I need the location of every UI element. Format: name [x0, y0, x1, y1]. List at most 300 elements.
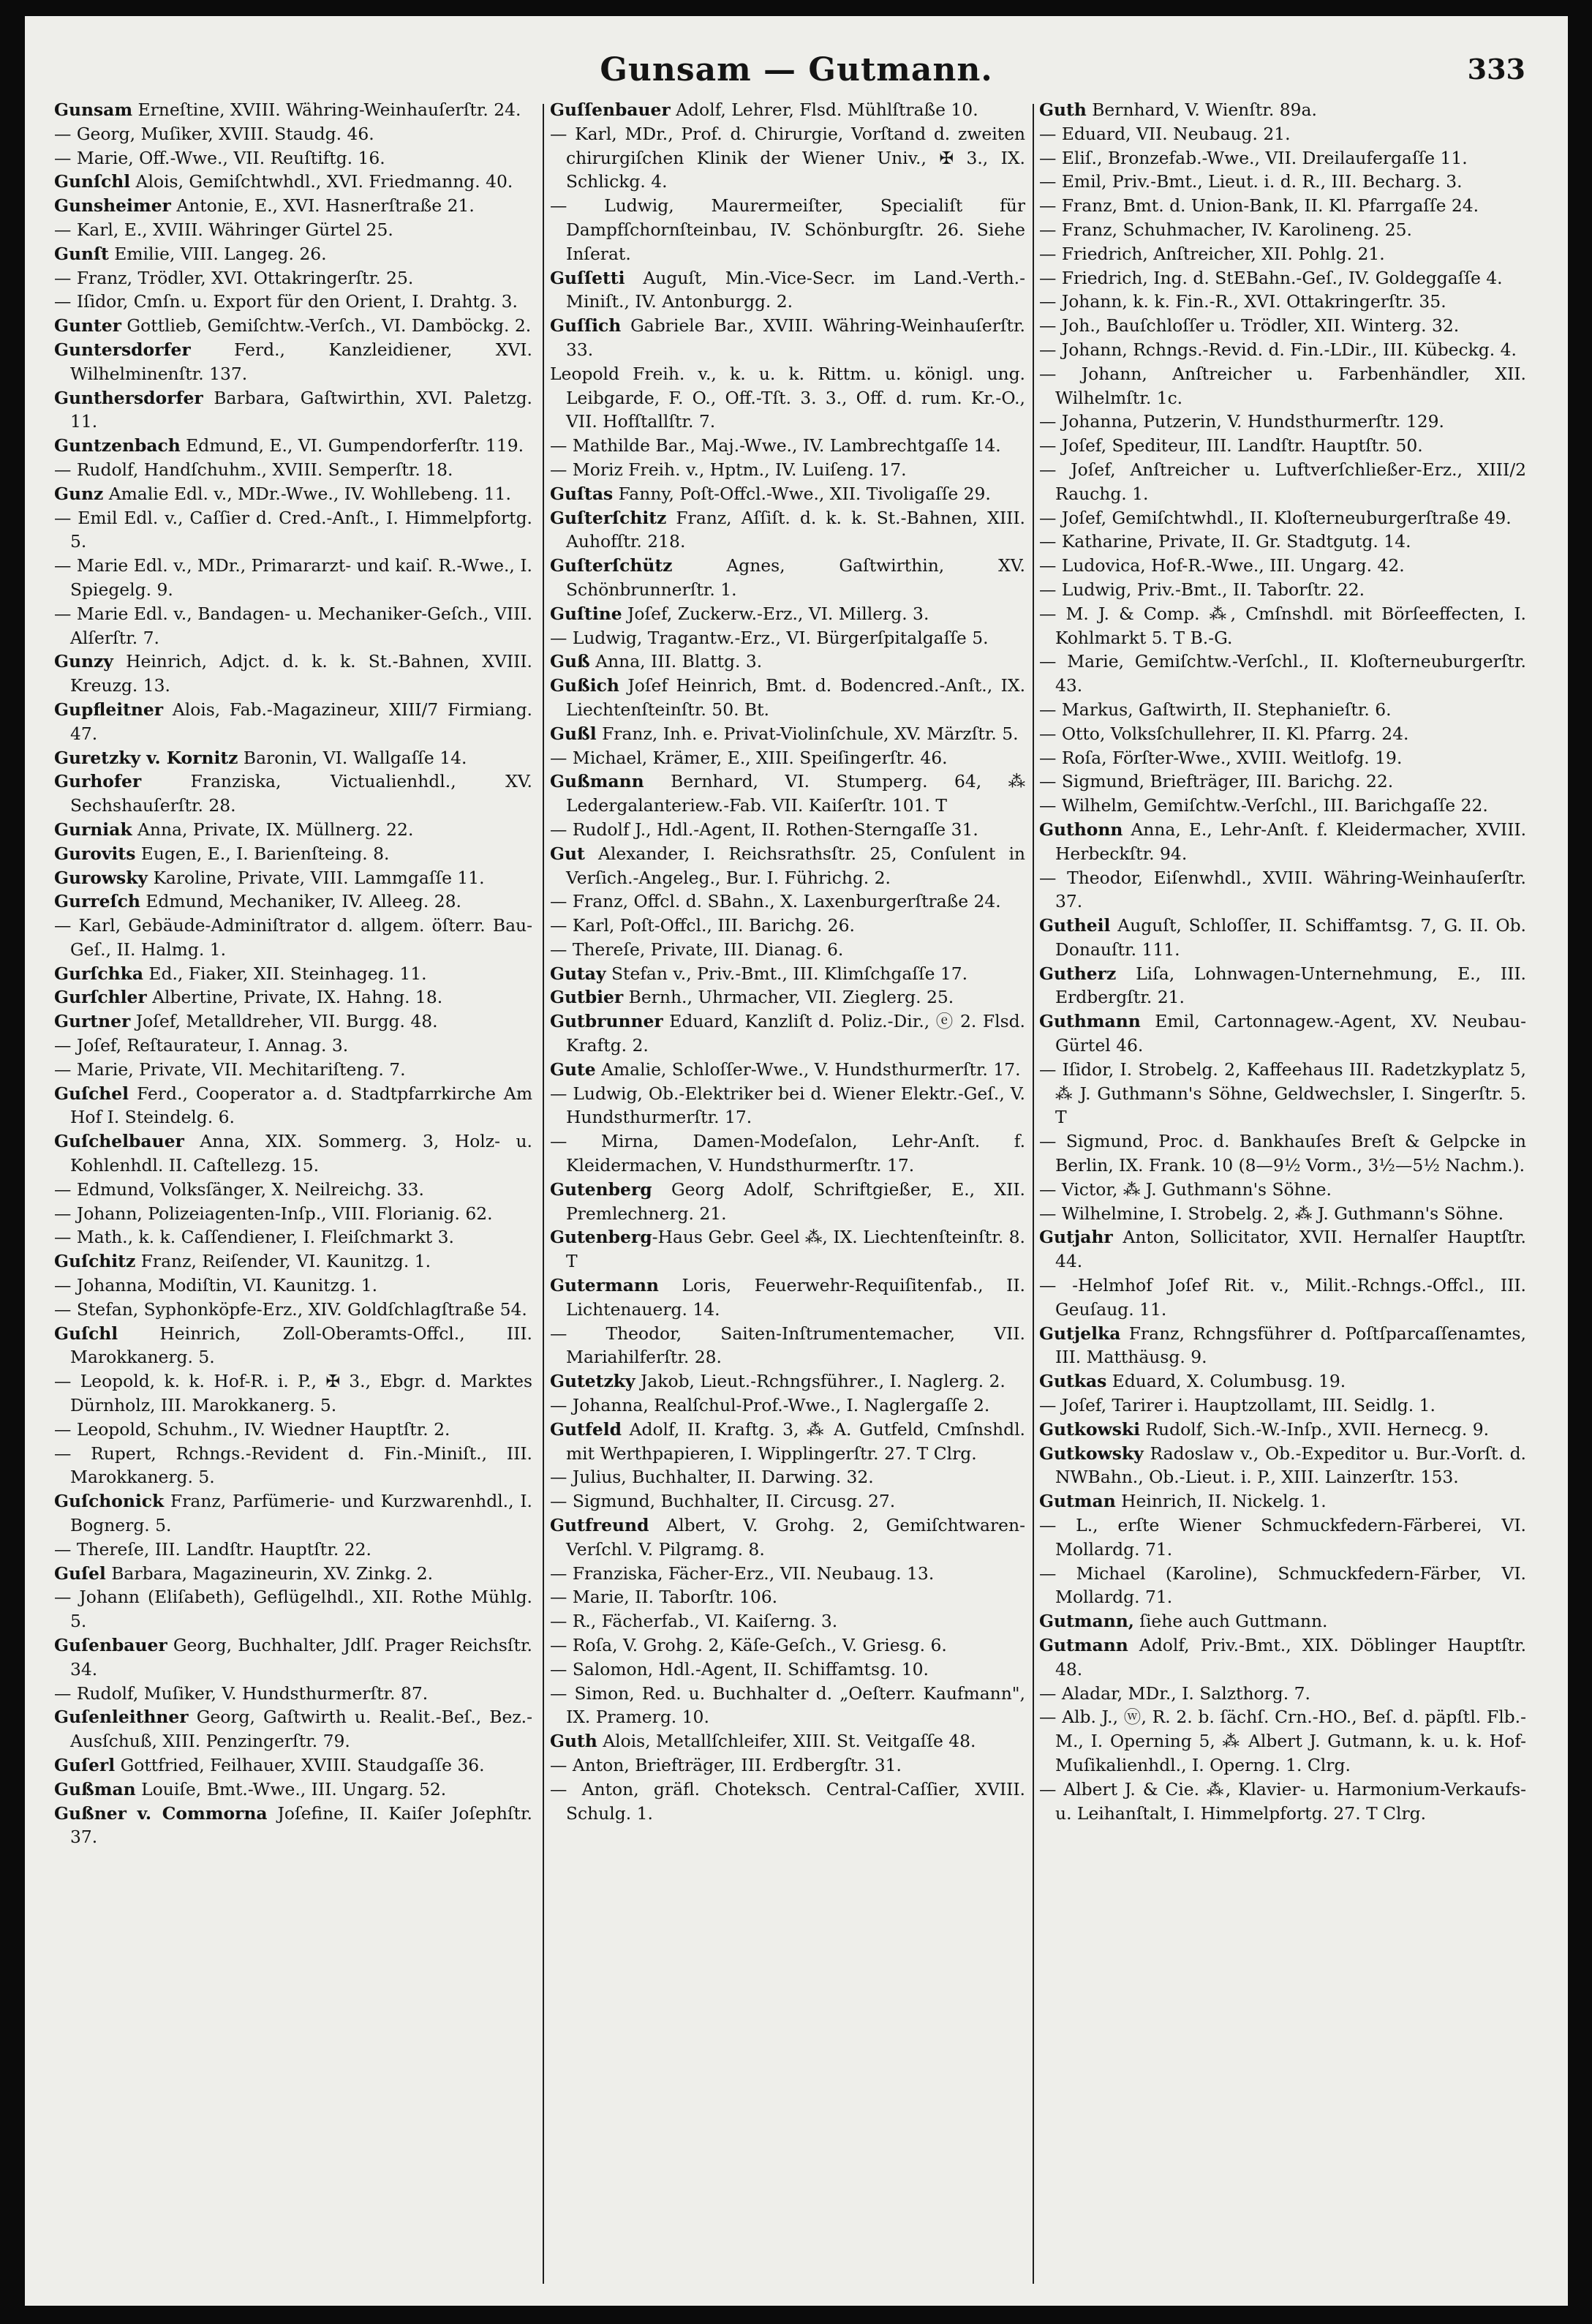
entry-details: Franz, Aſſiſt. d. k. k. St.-Bahnen, XIII. Auhofſtr. 218.: [566, 507, 1025, 552]
directory-entry: [54, 746, 532, 770]
directory-entry: [1039, 170, 1526, 194]
entry-details: — Franz, Schuhmacher, IV. Karolineng. 25.: [1039, 219, 1412, 240]
directory-entry: [54, 1585, 532, 1633]
entry-details: — Joh., Bauſchloſſer u. Trödler, XII. Winterg. 32.: [1039, 315, 1460, 336]
entry-details: Rudolf, Sich.-W.-Inſp., XVII. Hernecg. 9.: [1140, 1418, 1490, 1440]
entry-surname: Gutmann,: [1039, 1611, 1134, 1632]
directory-entry: [54, 985, 532, 1009]
entry-details: — -Helmhof Joſef Rit. v., Milit.-Rchngs.-Offcl., III. Geuſaug. 11.: [1039, 1275, 1526, 1320]
entry-surname: Guſterſchütz: [550, 555, 673, 576]
entry-details: Louiſe, Bmt.-Wwe., III. Ungarg. 52.: [135, 1778, 447, 1800]
directory-entry: [54, 1178, 532, 1202]
entry-surname: Gurtner: [54, 1011, 131, 1032]
directory-entry: [1039, 506, 1526, 530]
entry-details: Gabriele Bar., XVIII. Währing-Weinhauſerſtr. 33.: [566, 315, 1025, 360]
directory-entry: [550, 602, 1025, 626]
entry-surname: Guſſetti: [550, 267, 625, 288]
directory-entry: [54, 194, 532, 218]
entry-details: Ferd., Kanzleidiener, XVI. Wilhelminenſtr. 137.: [70, 339, 532, 384]
entry-surname: Gutman: [1039, 1491, 1116, 1512]
entry-details: — Roſa, Förſter-Wwe., XVIII. Weitlofg. 19.: [1039, 747, 1403, 768]
entry-details: — Ludwig, Tragantw.-Erz., VI. Bürgerſpitalgaſſe 5.: [550, 627, 989, 648]
directory-entry: [1039, 530, 1526, 554]
entry-surname: Gußich: [550, 675, 619, 696]
directory-entry: [54, 506, 532, 554]
entry-details: — Michael (Karoline), Schmuckfedern-Färber, VI. Mollardg. 71.: [1039, 1563, 1526, 1608]
directory-entry: [550, 1082, 1025, 1130]
entry-surname: Gutermann: [550, 1275, 659, 1296]
directory-entry: [550, 1513, 1025, 1562]
entry-details: Georg, Gaſtwirth u. Realit.-Beſ., Bez.-Ausſchuß, XIII. Penzingerſtr. 79.: [70, 1707, 532, 1752]
entry-surname: Guntzenbach: [54, 435, 181, 456]
directory-entry: [1039, 1705, 1526, 1777]
directory-entry: [54, 266, 532, 290]
directory-entry: [550, 770, 1025, 818]
directory-entry: [550, 626, 1025, 650]
directory-entry: [54, 146, 532, 170]
directory-entry: [550, 98, 1025, 122]
directory-entry: [1039, 698, 1526, 722]
entry-details: Franz, Reiſender, VI. Kaunitzg. 1.: [135, 1251, 431, 1272]
entry-details: — Joſef, Gemiſchtwhdl., II. Kloſterneuburgerſtraße 49.: [1039, 507, 1512, 528]
entry-details: — Michael, Krämer, E., XIII. Speiſingerſtr. 46.: [550, 747, 948, 768]
entry-details: — Johann, k. k. Fin.-R., XVI. Ottakringerſtr. 35.: [1039, 291, 1446, 312]
entry-details: Joſef, Zuckerw.-Erz., VI. Millerg. 3.: [622, 603, 929, 624]
directory-entry: [550, 914, 1025, 938]
entry-details: — Johanna, Putzerin, V. Hundsthurmerſtr. 129.: [1039, 411, 1444, 432]
entry-details: Stefan v., Priv.-Bmt., III. Klimſchgaſſe 17.: [606, 963, 968, 984]
entry-details: — Mirna, Damen-Modeſalon, Lehr-Anſt. f. Kleidermachen, V. Hundsthurmerſtr. 17.: [550, 1131, 1025, 1176]
entry-details: — Joſef, Anſtreicher u. Luftverſchließer-Erz., XIII/2 Rauchg. 1.: [1039, 459, 1526, 504]
directory-entry: [550, 266, 1025, 315]
directory-entry: [54, 1369, 532, 1418]
directory-entry: [1039, 1562, 1526, 1610]
entry-surname: Guſſenbauer: [550, 99, 671, 120]
entry-details: Barbara, Magazineurin, XV. Zinkg. 2.: [105, 1563, 434, 1584]
entry-surname: Gurreſch: [54, 891, 140, 912]
directory-entry: [1039, 650, 1526, 698]
entry-details: — Joſef, Tarirer i. Hauptzollamt, III. Seidlg. 1.: [1039, 1395, 1436, 1416]
directory-entry: [1039, 266, 1526, 290]
running-title: Gunsam — Gutmann.: [600, 51, 993, 89]
entry-surname: Guthmann: [1039, 1011, 1141, 1032]
directory-entry: [1039, 794, 1526, 818]
entry-surname: Gutetzky: [550, 1371, 635, 1392]
directory-entry: [550, 194, 1025, 266]
directory-entry: [54, 770, 532, 818]
directory-entry: [1039, 242, 1526, 266]
directory-entry: [1039, 1489, 1526, 1513]
directory-entry: [550, 1682, 1025, 1730]
entry-details: Adolf, Priv.-Bmt., XIX. Döblinger Hauptſtr. 48.: [1055, 1635, 1526, 1680]
entry-details: — Rupert, Rchngs.-Revident d. Fin.-Miniſt., III. Marokkanerg. 5.: [54, 1443, 532, 1488]
entry-details: Ferd., Cooperator a. d. Stadtpfarrkirche Am Hof I. Steindelg. 6.: [70, 1083, 532, 1128]
entry-details: Karoline, Private, VIII. Lammgaſſe 11.: [148, 867, 485, 888]
entry-surname: Guſſich: [550, 315, 622, 336]
entry-details: Alexander, I. Reichsrathsſtr. 25, Conſulent in Verſich.-Angeleg., Bur. I. Führichg. 2.: [566, 843, 1025, 888]
entry-details: — Theodor, Eiſenwhdl., XVIII. Währing-Weinhauſerſtr. 37.: [1039, 867, 1526, 912]
entry-details: — Ludwig, Priv.-Bmt., II. Taborſtr. 22.: [1039, 579, 1365, 600]
entry-details: Anna, Private, IX. Müllnerg. 22.: [132, 819, 414, 840]
directory-entry: [550, 962, 1025, 986]
directory-entry: [1039, 722, 1526, 746]
entry-surname: Guſterſchitz: [550, 507, 667, 528]
entry-surname: Guntersdorfer: [54, 339, 191, 360]
directory-entry: [1039, 1682, 1526, 1706]
directory-entry: [550, 1322, 1025, 1370]
directory-entry: [54, 482, 532, 506]
directory-entry: [1039, 962, 1526, 1010]
entry-surname: Gunsam: [54, 99, 133, 120]
entry-details: — Leopold, Schuhm., IV. Wiedner Hauptſtr. 2.: [54, 1418, 450, 1440]
directory-entry: [54, 842, 532, 866]
entry-details: Auguſt, Schloſſer, II. Schiffamtsg. 7, G. II. Ob. Donauſtr. 111.: [1055, 915, 1526, 960]
entry-surname: Gutjahr: [1039, 1227, 1113, 1248]
directory-entry: [550, 985, 1025, 1009]
entry-details: — Salomon, Hdl.-Agent, II. Schiffamtsg. 10.: [550, 1658, 929, 1680]
directory-entry: [550, 482, 1025, 506]
directory-entry: [550, 554, 1025, 602]
directory-entry: [550, 506, 1025, 554]
entry-details: Liſa, Lohnwagen-Unternehmung, E., III. Erdbergſtr. 21.: [1055, 963, 1526, 1008]
entry-details: — Ludwig, Maurermeiſter, Specialiſt für Dampfſchornſteinbau, IV. Schönburgſtr. 26. Siehe Inſerat.: [550, 195, 1025, 264]
entry-surname: Gurſchka: [54, 963, 143, 984]
entry-details: Joſefine, II. Kaiſer Joſephſtr. 37.: [70, 1802, 532, 1848]
entry-surname: Guſchel: [54, 1083, 129, 1104]
directory-entry: [550, 1729, 1025, 1753]
entry-details: Edmund, E., VI. Gumpendorferſtr. 119.: [180, 435, 524, 456]
entry-surname: Gutbier: [550, 987, 624, 1008]
entry-details: — M. J. & Comp. ⁂, Cmſnshdl. mit Börſeeffecten, I. Kohlmarkt 5. T B.-G.: [1039, 603, 1526, 648]
entry-details: Bernhard, VI. Stumperg. 64, ⁂ Ledergalanteriew.-Fab. VII. Kaiſerſtr. 101. T: [566, 771, 1025, 816]
entry-details: Eduard, X. Columbusg. 19.: [1106, 1371, 1346, 1392]
entry-surname: Gutherz: [1039, 963, 1117, 984]
entry-details: Franz, Inh. e. Privat-Violinſchule, XV. Märzſtr. 5.: [596, 723, 1019, 744]
directory-entry: [54, 1082, 532, 1130]
entry-details: Alois, Gemiſchtwhdl., XVI. Friedmanng. 40.: [130, 171, 513, 192]
entry-details: Eugen, E., I. Barienſteing. 8.: [135, 843, 390, 864]
directory-entry: [550, 1058, 1025, 1082]
entry-details: — Emil, Priv.-Bmt., Lieut. i. d. R., III. Becharg. 3.: [1039, 171, 1463, 192]
directory-entry: [54, 290, 532, 314]
entry-details: — R., Fächerfab., VI. Kaiſerng. 3.: [550, 1611, 838, 1632]
entry-details: Edmund, Mechaniker, IV. Alleeg. 28.: [140, 891, 461, 912]
entry-details: — Marie Edl. v., MDr., Primararzt- und kaiſ. R.-Wwe., I. Spiegelg. 9.: [54, 555, 532, 600]
directory-entry: [54, 1274, 532, 1298]
entry-details: — Joſef, Spediteur, III. Landſtr. Hauptſtr. 50.: [1039, 435, 1423, 456]
entry-details: — Mathilde Bar., Maj.-Wwe., IV. Lambrechtgaſſe 14.: [550, 435, 1001, 456]
entry-details: — Rudolf, Muſiker, V. Hundsthurmerſtr. 87.: [54, 1682, 429, 1704]
entry-details: Jakob, Lieut.-Rchngsführer., I. Naglerg. 2.: [635, 1371, 1006, 1392]
entry-details: — Katharine, Private, II. Gr. Stadtgutg. 14.: [1039, 531, 1411, 552]
directory-entry: [1039, 314, 1526, 338]
entry-details: Fanny, Poſt-Offcl.-Wwe., XII. Tivoligaſſe 29.: [613, 483, 991, 504]
entry-details: — Marie, Gemiſchtw.-Verſchl., II. Kloſterneuburgerſtr. 43.: [1039, 651, 1526, 696]
entry-details: Gottlieb, Gemiſchtw.-Verſch., VI. Damböckg. 2.: [121, 315, 532, 336]
directory-column-2: [550, 98, 1025, 2285]
entry-details: — Joſef, Reſtaurateur, I. Annag. 3.: [54, 1035, 349, 1056]
directory-entry: [54, 650, 532, 698]
directory-entry: [54, 1489, 532, 1538]
entry-surname: Guſel: [54, 1563, 106, 1584]
entry-details: — Iſidor, Cmſn. u. Export für den Orient, I. Drahtg. 3.: [54, 291, 518, 312]
entry-details: — Karl, E., XVIII. Währinger Gürtel 25.: [54, 219, 393, 240]
directory-entry: [54, 98, 532, 122]
entry-details: — Johanna, Realſchul-Prof.-Wwe., I. Naglergaſſe 2.: [550, 1395, 990, 1416]
directory-entry: [550, 458, 1025, 482]
entry-surname: Guth: [550, 1731, 597, 1752]
entry-details: Georg Adolf, Schriftgießer, E., XII. Premlechnerg. 21.: [566, 1178, 1025, 1224]
entry-surname: Gußmann: [550, 771, 644, 792]
entry-details: Anna, III. Blattg. 3.: [589, 651, 763, 672]
directory-entry: [1039, 218, 1526, 242]
entry-details: — Albert J. & Cie. ⁂, Klavier- u. Harmonium-Verkaufs- u. Leihanſtalt, I. Himmelpfortg. 27. T Clrg.: [1039, 1778, 1526, 1824]
entry-surname: Guſtine: [550, 603, 622, 624]
directory-entry: [550, 818, 1025, 842]
entry-details: — Karl, Gebäude-Adminiſtrator d. allgem. öſterr. Bau-Geſ., II. Halmg. 1.: [54, 915, 532, 960]
entry-details: Adolf, II. Kraftg. 3, ⁂ A. Gutfeld, Cmſnshdl. mit Werthpapieren, I. Wipplingerſtr. 27. T Clrg.: [566, 1418, 1025, 1464]
directory-entry: [54, 1009, 532, 1034]
entry-details: Adolf, Lehrer, Flsd. Mühlſtraße 10.: [670, 99, 978, 120]
entry-details: — Marie, Off.-Wwe., VII. Reuſtiftg. 16.: [54, 147, 385, 168]
entry-details: — Otto, Volksſchullehrer, II. Kl. Pfarrg. 24.: [1039, 723, 1409, 744]
directory-entry: [54, 338, 532, 386]
entry-details: — Julius, Buchhalter, II. Darwing. 32.: [550, 1467, 874, 1488]
entry-details: — Roſa, V. Grohg. 2, Käſe-Geſch., V. Griesg. 6.: [550, 1635, 947, 1655]
directory-entry: [550, 1633, 1025, 1658]
directory-entry: [1039, 914, 1526, 962]
entry-surname: Guſenbauer: [54, 1635, 167, 1655]
directory-entry: [54, 434, 532, 458]
directory-entry: [550, 1753, 1025, 1778]
entry-surname: Gunsheimer: [54, 195, 171, 217]
entry-details: Eduard, Kanzliſt d. Poliz.-Dir., ⓔ 2. Flsd. Kraftg. 2.: [566, 1011, 1025, 1056]
entry-details: Bernh., Uhrmacher, VII. Zieglerg. 25.: [623, 987, 954, 1008]
directory-entry: [550, 1129, 1025, 1178]
entry-details: — Franz, Trödler, XVI. Ottakringerſtr. 25.: [54, 267, 414, 288]
directory-entry: [1039, 146, 1526, 170]
entry-details: — Aladar, MDr., I. Salzthorg. 7.: [1039, 1682, 1310, 1704]
entry-details: — Wilhelmine, I. Strobelg. 2, ⁂ J. Guthmann's Söhne.: [1039, 1203, 1504, 1224]
entry-details: — Karl, Poſt-Offcl., III. Barichg. 26.: [550, 915, 855, 936]
entry-details: Loris, Feuerwehr-Requiſitenfab., II. Lichtenauerg. 14.: [566, 1275, 1025, 1320]
entry-surname: Gutmann: [1039, 1635, 1128, 1655]
entry-surname: Gutkas: [1039, 1371, 1107, 1392]
directory-entry: [54, 1202, 532, 1226]
entry-surname: Gurniak: [54, 819, 132, 840]
entry-details: Alois, Metallſchleifer, XIII. St. Veitgaſſe 48.: [597, 1731, 976, 1752]
entry-details: — Marie Edl. v., Bandagen- u. Mechaniker-Geſch., VIII. Alſerſtr. 7.: [54, 603, 532, 648]
directory-entry: [54, 818, 532, 842]
entry-details: — Karl, MDr., Prof. d. Chirurgie, Vorſtand d. zweiten chirurgiſchen Klinik der Wiener Univ., ✠ 3., IX. Schlickg. 4.: [550, 123, 1025, 192]
entry-details: Joſef, Metalldreher, VII. Burgg. 48.: [130, 1011, 438, 1032]
entry-details: Bernhard, V. Wienſtr. 89a.: [1086, 99, 1317, 120]
column-divider: [543, 104, 544, 2284]
entry-surname: Guſchonick: [54, 1491, 165, 1512]
directory-entry: [550, 1225, 1025, 1274]
directory-entry: [550, 1778, 1025, 1826]
directory-entry: [1039, 770, 1526, 794]
entry-details: — Rudolf, Handſchuhm., XVIII. Semperſtr. 18.: [54, 459, 453, 480]
entry-surname: Gurovits: [54, 843, 136, 864]
directory-entry: [550, 674, 1025, 722]
entry-surname: Gunſchl: [54, 171, 131, 192]
entry-details: Radoslaw v., Ob.-Expeditor u. Bur.-Vorſt. d. NWBahn., Ob.-Lieut. i. P., XIII. Lainzerſtr. 153.: [1055, 1443, 1526, 1488]
directory-entry: [1039, 1513, 1526, 1562]
directory-entry: [550, 1658, 1025, 1682]
directory-entry: [1039, 746, 1526, 770]
entry-details: — Johann (Eliſabeth), Geflügelhdl., XII. Rothe Mühlg. 5.: [54, 1587, 532, 1632]
directory-entry: [1039, 194, 1526, 218]
entry-details: Albertine, Private, IX. Hahng. 18.: [146, 987, 443, 1008]
directory-entry: [1039, 98, 1526, 122]
entry-details: — Victor, ⁂ J. Guthmann's Söhne.: [1039, 1178, 1332, 1200]
entry-details: Anna, XIX. Sommerg. 3, Holz- u. Kohlenhdl. II. Caſtellezg. 15.: [70, 1131, 532, 1176]
directory-entry: [54, 122, 532, 146]
entry-details: — Franz, Bmt. d. Union-Bank, II. Kl. Pfarrgaſſe 24.: [1039, 195, 1479, 217]
entry-surname: Gutheil: [1039, 915, 1111, 936]
entry-details: — Iſidor, I. Strobelg. 2, Kaffeehaus III. Radetzkyplatz 5, ⁂ J. Guthmann's Söhne, Geldwechsler, I. Singerſtr. 5. T: [1039, 1058, 1526, 1128]
entry-surname: Gutay: [550, 963, 606, 984]
entry-surname: Guſchelbauer: [54, 1131, 184, 1152]
directory-entry: [550, 122, 1025, 194]
directory-entry: [54, 698, 532, 746]
entry-details: -Haus Gebr. Geel ⁂, IX. Liechtenſteinſtr. 8. T: [566, 1227, 1025, 1272]
entry-surname: Gurhofer: [54, 771, 142, 792]
directory-entry: [550, 314, 1025, 362]
entry-details: Joſef Heinrich, Bmt. d. Bodencred.-Anſt., IX. Liechtenſteinſtr. 50. Bt.: [566, 675, 1025, 720]
entry-details: Anna, E., Lehr-Anſt. f. Kleidermacher, XVIII. Herbeckſtr. 94.: [1055, 819, 1526, 864]
entry-surname: Guſchl: [54, 1323, 118, 1344]
entry-details: — Eduard, VII. Neubaug. 21.: [1039, 123, 1291, 144]
directory-entry: [550, 890, 1025, 914]
directory-entry: [54, 1682, 532, 1706]
directory-entry: [1039, 1274, 1526, 1322]
entry-surname: Gußman: [54, 1778, 136, 1800]
directory-entry: [550, 1274, 1025, 1322]
directory-entry: [1039, 1633, 1526, 1682]
page-header: [25, 51, 1568, 102]
entry-surname: Gurowsky: [54, 867, 148, 888]
directory-entry: [550, 1585, 1025, 1609]
entry-surname: Gute: [550, 1058, 596, 1080]
directory-entry: [550, 434, 1025, 458]
entry-surname: Gunthersdorfer: [54, 387, 203, 408]
entry-surname: Guß: [550, 651, 590, 672]
directory-entry: [1039, 362, 1526, 410]
entry-surname: Gutfreund: [550, 1515, 649, 1536]
entry-surname: Gunzy: [54, 651, 113, 672]
entry-surname: Gutkowsky: [1039, 1443, 1144, 1464]
directory-entry: [54, 1562, 532, 1586]
entry-details: — Marie, Private, VII. Mechitariſteng. 7.: [54, 1058, 406, 1080]
entry-details: — Franz, Offcl. d. SBahn., X. Laxenburgerſtraße 24.: [550, 891, 1001, 912]
directory-entry: [1039, 290, 1526, 314]
entry-details: Franz, Rchngsführer d. Poſtſparcaſſenamtes, III. Matthäusg. 9.: [1055, 1323, 1526, 1368]
entry-details: — Markus, Gaſtwirth, II. Stephanieſtr. 6.: [1039, 699, 1392, 720]
entry-details: Ed., Fiaker, XII. Steinhageg. 11.: [143, 963, 427, 984]
directory-entry: [1039, 1225, 1526, 1274]
directory-entry: [54, 1129, 532, 1178]
entry-details: — Stefan, Syphonköpfe-Erz., XIV. Goldſchlagſtraße 54.: [54, 1298, 527, 1320]
entry-details: Albert, V. Grohg. 2, Gemiſchtwaren-Verſchl. V. Pilgramg. 8.: [566, 1515, 1025, 1560]
entry-surname: Gut: [550, 843, 585, 864]
entry-details: — Leopold, k. k. Hof-R. i. P., ✠ 3., Ebgr. d. Marktes Dürnholz, III. Marokkanerg. 5.: [54, 1371, 532, 1416]
entry-details: — Rudolf J., Hdl.-Agent, II. Rothen-Sterngaſſe 31.: [550, 819, 978, 840]
directory-entry: [550, 842, 1025, 890]
directory-entry: [1039, 1058, 1526, 1129]
directory-entry: [54, 1249, 532, 1274]
entry-details: — Simon, Red. u. Buchhalter d. „Oeſterr. Kaufmann", IX. Pramerg. 10.: [550, 1682, 1025, 1728]
directory-entry: [54, 1705, 532, 1753]
entry-details: Amalie Edl. v., MDr.-Wwe., IV. Wohllebeng. 11.: [103, 483, 511, 504]
directory-entry: [550, 650, 1025, 674]
entry-details: — Edmund, Volksſänger, X. Neilreichg. 33.: [54, 1178, 424, 1200]
directory-entry: [54, 1633, 532, 1682]
entry-surname: Guſtas: [550, 483, 614, 504]
directory-entry: [54, 866, 532, 890]
entry-details: — Eliſ., Bronzefab.-Wwe., VII. Dreilaufergaſſe 11.: [1039, 147, 1468, 168]
directory-column-3: [1039, 98, 1526, 2285]
directory-entry: [550, 1418, 1025, 1466]
directory-entry: [54, 242, 532, 266]
entry-details: — Franziska, Fächer-Erz., VII. Neubaug. 13.: [550, 1563, 935, 1584]
entry-details: — Johanna, Modiſtin, VI. Kaunitzg. 1.: [54, 1275, 378, 1296]
entry-details: Franziska, Victualienhdl., XV. Sechshauſerſtr. 28.: [70, 771, 532, 816]
entry-details: — Moriz Freih. v., Hptm., IV. Luiſeng. 17.: [550, 459, 907, 480]
directory-entry: [1039, 1178, 1526, 1202]
directory-entry: [550, 722, 1025, 746]
directory-entry: [54, 1322, 532, 1370]
directory-entry: [54, 890, 532, 914]
entry-details: — Friedrich, Anſtreicher, XII. Pohlg. 21.: [1039, 243, 1385, 264]
directory-entry: [54, 458, 532, 482]
entry-surname: Guſenleithner: [54, 1707, 189, 1728]
entry-details: — Sigmund, Proc. d. Bankhauſes Breſt & Gelpcke in Berlin, IX. Frank. 10 (8—9½ Vorm., 3½—5½ Nachm.).: [1039, 1131, 1526, 1176]
directory-entry: [54, 1753, 532, 1778]
directory-entry: [54, 962, 532, 986]
directory-entry: [54, 1538, 532, 1562]
entry-details: — Emil Edl. v., Caſſier d. Cred.-Anſt., I. Himmelpfortg. 5.: [54, 507, 532, 552]
entry-surname: Gutjelka: [1039, 1323, 1121, 1344]
directory-entry: [1039, 554, 1526, 578]
directory-entry: [550, 1609, 1025, 1633]
entry-surname: Gutbrunner: [550, 1011, 663, 1032]
directory-entry: [550, 362, 1025, 434]
entry-details: — Johann, Polizeiagenten-Inſp., VIII. Florianig. 62.: [54, 1203, 493, 1224]
directory-entry: [54, 386, 532, 435]
page-number: 333: [1467, 53, 1525, 86]
directory-entry: [54, 602, 532, 650]
directory-entry: [1039, 338, 1526, 362]
directory-entry: [1039, 1202, 1526, 1226]
directory-entry: [1039, 122, 1526, 146]
entry-details: Antonie, E., XVI. Hasnerſtraße 21.: [170, 195, 475, 217]
directory-entry: [550, 1394, 1025, 1418]
directory-column-1: [54, 98, 532, 2285]
directory-entry: [54, 314, 532, 338]
entry-details: Heinrich, II. Nickelg. 1.: [1115, 1491, 1327, 1512]
entry-details: Alois, Fab.-Magazineur, XIII/7 Firmiang. 47.: [70, 699, 532, 744]
directory-page: [25, 16, 1568, 2306]
entry-details: — Friedrich, Ing. d. StEBahn.-Geſ., IV. Goldeggaſſe 4.: [1039, 267, 1503, 288]
entry-details: — Thereſe, III. Landſtr. Hauptſtr. 22.: [54, 1538, 371, 1560]
directory-entry: [550, 1562, 1025, 1586]
directory-entry: [54, 1034, 532, 1058]
entry-details: Emil, Cartonnagew.-Agent, XV. Neubau-Gürtel 46.: [1055, 1011, 1526, 1056]
entry-details: — Math., k. k. Caſſendiener, I. Fleiſchmarkt 3.: [54, 1227, 454, 1248]
directory-entry: [550, 1178, 1025, 1226]
